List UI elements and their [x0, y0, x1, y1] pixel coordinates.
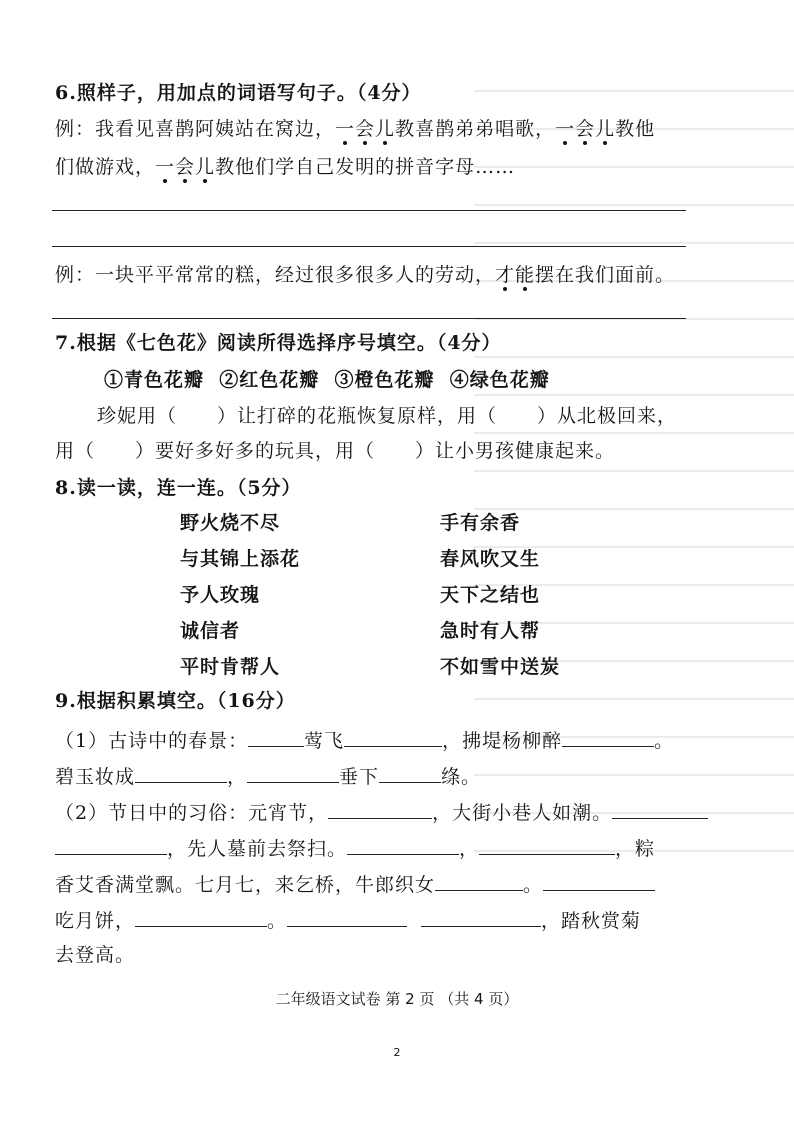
q7-title: 7.根据《七色花》阅读所得选择序号填空。（4分） [55, 332, 502, 354]
emphasis-dot-char: 会 [355, 118, 376, 140]
fill-blank[interactable] [55, 834, 167, 855]
emphasis-dot-char: 会 [575, 118, 596, 140]
fill-blank[interactable] [248, 726, 304, 747]
answer-line[interactable] [52, 210, 686, 211]
q9-part2-line5: 去登高。 [55, 944, 136, 966]
fill-blank[interactable] [562, 726, 654, 747]
match-right-3[interactable]: 天下之结也 [440, 584, 541, 606]
match-right-5[interactable]: 不如雪中送炭 [440, 656, 561, 678]
q6-title: 6.照样子，用加点的词语写句子。（4分） [55, 82, 422, 104]
match-left-3[interactable]: 予人玫瑰 [180, 584, 261, 606]
emphasized-word [335, 118, 395, 140]
emphasis-dot-char: 一 [555, 118, 576, 140]
answer-line[interactable] [52, 318, 686, 319]
emphasis-dot-char: 才 [495, 264, 516, 286]
fill-blank[interactable] [247, 762, 339, 783]
fill-blank[interactable] [347, 834, 459, 855]
match-left-4[interactable]: 诚信者 [180, 620, 241, 642]
fill-blank[interactable] [287, 906, 407, 927]
q9-part2-line2: ，先人墓前去祭扫。 ， ，粽 [55, 834, 655, 862]
q7-options [104, 367, 550, 393]
q6-example-1-line-2: 们做游戏，一会儿教他们学自己发明的拼音字母…… [55, 156, 516, 178]
match-right-1[interactable]: 手有余香 [440, 512, 521, 534]
emphasis-dot-char: 儿 [195, 156, 216, 178]
fill-blank[interactable] [435, 870, 523, 891]
emphasis-dot-char: 能 [515, 264, 536, 286]
q9-part1-line2: 碧玉妆成 ， 垂下 绦。 [55, 762, 481, 790]
q6-example-1-line-1: 例：我看见喜鹊阿姨站在窝边，一会儿教喜鹊弟弟唱歌，一会儿教他 [55, 118, 656, 140]
emphasized-word [495, 264, 535, 286]
option-3: ③橙色花瓣 [334, 369, 435, 391]
emphasized-word [555, 118, 615, 140]
match-right-4[interactable]: 急时有人帮 [440, 620, 541, 642]
match-right-2[interactable]: 春风吹又生 [440, 548, 541, 570]
match-left-2[interactable]: 与其锦上添花 [180, 548, 301, 570]
q9-part2-line1: （2）节日中的习俗：元宵节， ，大街小巷人如潮。 [55, 798, 708, 826]
match-left-1[interactable]: 野火烧不尽 [180, 512, 281, 534]
q9-part1-line1: （1）古诗中的春景： 莺飞 ，拂堤杨柳醉 。 [55, 726, 674, 754]
fill-blank[interactable] [344, 726, 442, 747]
fill-blank[interactable] [135, 906, 267, 927]
option-2: ②红色花瓣 [219, 369, 320, 391]
emphasis-dot-char: 儿 [375, 118, 396, 140]
page-number: 2 [393, 1046, 401, 1059]
emphasis-dot-char: 一 [155, 156, 176, 178]
fill-blank[interactable] [421, 906, 541, 927]
option-1: ①青色花瓣 [104, 369, 205, 391]
emphasis-dot-char: 一 [335, 118, 356, 140]
emphasized-word [155, 156, 215, 178]
fill-blank[interactable] [612, 798, 708, 819]
q6-example-2: 例：一块平平常常的糕，经过很多很多人的劳动，才能摆在我们面前。 [55, 264, 676, 286]
q9-part2-line3: 香艾香满堂飘。七月七，来乞桥，牛郎织女 。 [55, 870, 655, 898]
answer-line[interactable] [52, 246, 686, 247]
q9-part2-line4: 吃月饼， 。 ，踏秋赏菊 [55, 906, 641, 934]
q9-title: 9.根据积累填空。（16分） [55, 690, 296, 712]
option-4: ④绿色花瓣 [449, 369, 550, 391]
q7-sentence-2: 用（ ）要好多好多的玩具，用（ ）让小男孩健康起来。 [55, 440, 616, 462]
match-left-5[interactable]: 平时肯帮人 [180, 656, 281, 678]
fill-blank[interactable] [135, 762, 227, 783]
fill-blank[interactable] [328, 798, 432, 819]
fill-blank[interactable] [379, 762, 441, 783]
q7-sentence-1: 珍妮用（ ）让打碎的花瓶恢复原样，用（ ）从北极回来， [97, 405, 678, 427]
emphasis-dot-char: 会 [175, 156, 196, 178]
page-footer: 二年级语文试卷 第 2 页 （共 4 页） [275, 990, 519, 1008]
emphasis-dot-char: 儿 [595, 118, 616, 140]
q8-title: 8.读一读，连一连。（5分） [55, 477, 302, 499]
fill-blank[interactable] [543, 870, 655, 891]
fill-blank[interactable] [479, 834, 615, 855]
